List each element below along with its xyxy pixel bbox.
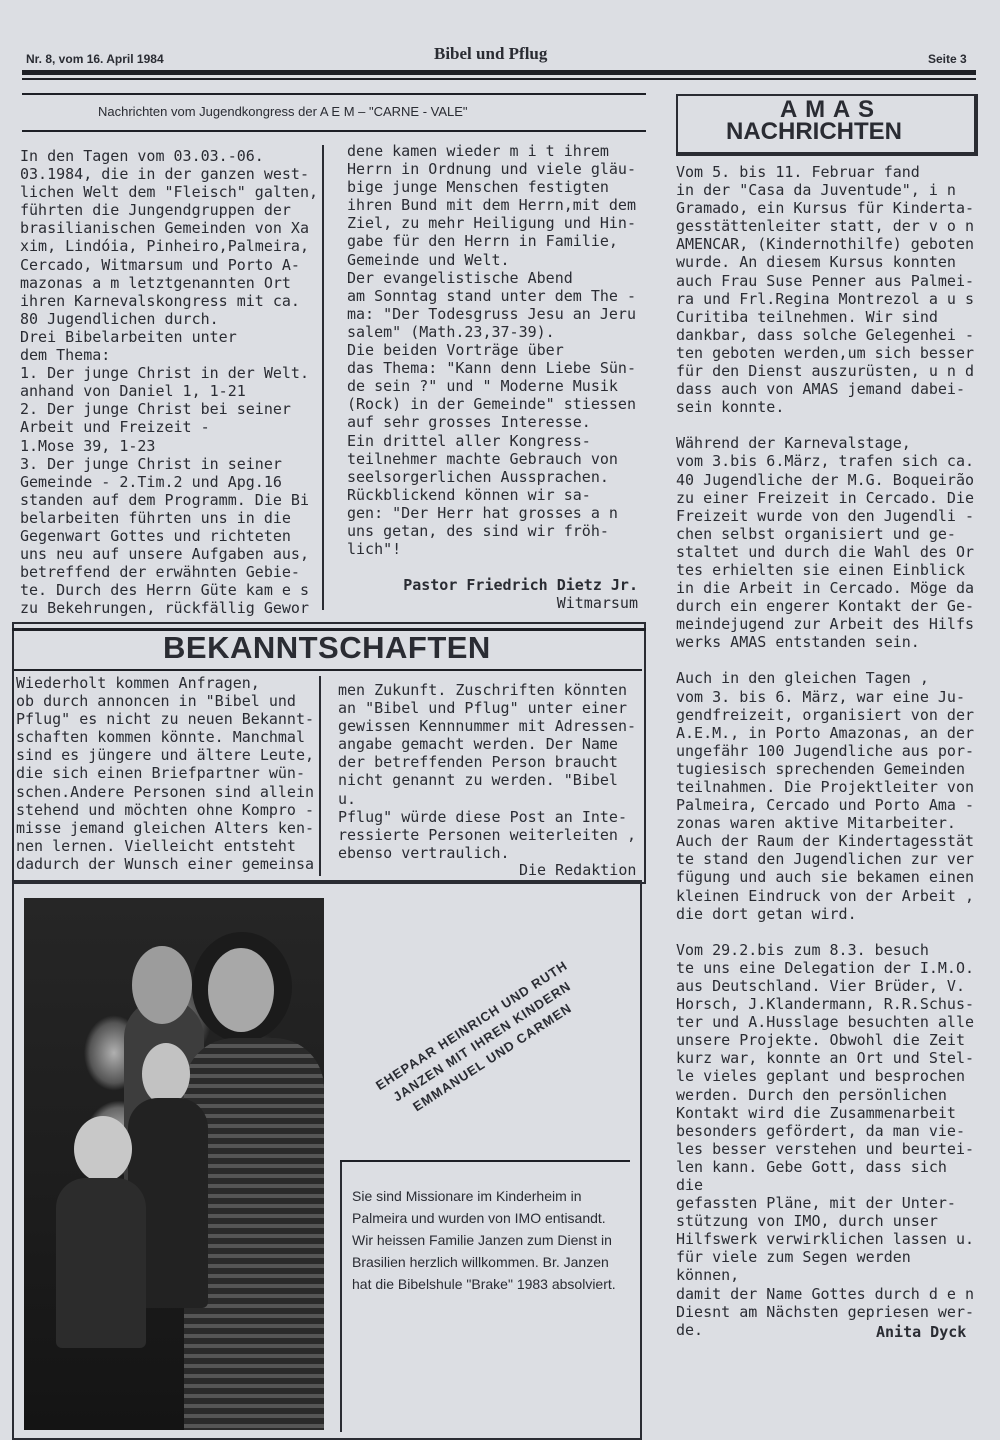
header-rule-thin bbox=[22, 78, 976, 80]
bekanntschaften-column-1 bbox=[16, 674, 316, 873]
page-number: Seite 3 bbox=[928, 52, 967, 66]
newspaper-title: Bibel und Pflug bbox=[434, 44, 548, 63]
paragraph: Während der Karnevalstage, vom 3.bis 6.März, trafen sich ca. 40 Jugendliche der M.G. Boqueirão zu einer Freizeit in Cercado. Die Freizeit wurde von den Jugendli - chen selbst organisiert und ge- staltet und durch die Wahl des Or tes erhielten sie einen Einblick in die Arbeit in Cercado. Möge da durch ein engerer Kontakt der Ge- meindejugend zur Arbeit des Hilfs werks AMAS entstanden sein. bbox=[676, 434, 975, 652]
paragraph: Auch in den gleichen Tagen , vom 3. bis 6. März, war eine Ju- gendfreizeit, organisiert von der A.E.M., in Porto Amazonas, an der ungefähr 100 Jugendliche aus por- tugiesisch sprechenden Gemeinden teilnahmen. Die Projektleiter von Palmeira, Cercado und Porto Ama - zonas waren aktive Mitarbeiter. Auch der Raum der Kindertagesstät te stand den Jugendlichen zur ver fügung und auch sie bekamen einen kleinen Eindruck von der Arbeit , die dort getan wird. bbox=[676, 669, 975, 923]
author-place: Witmarsum bbox=[556, 594, 638, 612]
article-column-2 bbox=[347, 142, 647, 558]
paragraph: Vom 29.2.bis zum 8.3. besuch te uns eine Delegation der I.M.O. aus Deutschland. Vier Brüder, V. Horsch, J.Klandermann, R.R.Schus- ter und A.Husslage besuchten alle unsere Projekte. Obwohl die Zeit kurz war, konnte an Ort und Stel- le vieles geplant und besprochen werden. Durch den persönlichen Kontakt wird die Zusammenarbeit besonders gefördert, da man vie- les besser verstehen und beurtei- len kann. Gebe Gott, dass sich die gefassten Pläne, mit der Unter- stützung von IMO, durch unser Hilfswerk verwirklichen lassen u. für viele zum Segen werden können, damit der Name Gottes durch d e n Diesnt am Nächsten gepriesen wer- de. bbox=[676, 940, 975, 1339]
amas-author: Anita Dyck bbox=[876, 1323, 967, 1341]
paragraph: men Zukunft. Zuschriften könnten an "Bibel und Pflug" unter einer gewissen Kennnummer mit Adressen- angabe gemacht werden. Der Name der betreffenden Person braucht nicht genannt zu werden. "Bibel u. Pflug" würde diese Post an Inte- ressierte Personen weiterleiten , ebenso vertraulich. bbox=[338, 681, 637, 862]
article-column-1 bbox=[20, 147, 320, 617]
paragraph: Ein drittel aller Kongress- teilnehmer machte Gebrauch von seelsorgerlichen Aussprachen. bbox=[347, 431, 618, 486]
caption-frame-left bbox=[340, 1162, 342, 1432]
rotated-photo-caption: EHEPAAR HEINRICH UND RUTH JANZEN MIT IHREN KINDERN EMMANUEL UND CARMEN bbox=[372, 957, 575, 1115]
column-divider bbox=[319, 676, 321, 876]
list-item: 3. Der junge Christ in seiner Gemeinde - 2.Tim.2 und Apg.16 standen auf dem Programm. Die Bi belarbeiten führten uns in die Gegenwart Gottes und richteten uns neu auf unsere Aufgaben aus, betreffend der erwähnten Gebie- te. Durch des Herrn Güte kam e s zu Bekehrungen, rückfällig Gewor bbox=[20, 454, 309, 618]
paragraph: Die beiden Vorträge über das Thema: "Kann denn Liebe Sün- de sein ?" und " Moderne Musik (Rock) in der Gemeinde" stiessen auf sehr grosses Interesse. bbox=[347, 341, 636, 432]
paragraph: Der evangelistische Abend am Sonntag stand unter dem The - ma: "Der Todesgruss Jesu an Jeru salem" (Math.23,37-39). bbox=[347, 268, 636, 341]
boy-body bbox=[56, 1178, 146, 1348]
header-rule-thick bbox=[22, 70, 976, 75]
paragraph: Wiederholt kommen Anfragen, ob durch annoncen in "Bibel und Pflug" es nicht zu neuen Bekannt- schaften kommen könnte. Manchmal sind es jüngere und ältere Leute, die sich einen Briefpartner wün- schen.Andere Personen sind allein stehend und möchten ohne Kompro - misse jemand gleichen Alters ken- nen lernen. Vielleicht entsteht dadurch der Wunsch einer gemeinsa bbox=[16, 674, 315, 873]
caption-frame-top bbox=[340, 1160, 630, 1162]
family-photo bbox=[24, 898, 324, 1430]
paragraph: In den Tagen vom 03.03.-06. 03.1984, die in der ganzen west- lichen Welt dem "Fleisch" galten, führten die Jungendgruppen der brasilianischen Gemeinden von Xa xim, Lindóia, Pinheiro,Palmeira, Cercado, Witmarsum und Porto A- mazonas a m letztgenannten Ort ihren Karnevalskongress mit ca. 80 Jugendlichen durch. bbox=[20, 147, 319, 328]
paragraph: Vom 5. bis 11. Februar fand in der "Casa da Juventude", i n Gramado, ein Kursus für Kinderta- gesstättenleiter statt, der v o n AMENCAR, (Kindernothilfe) geboten wurde. An diesem Kursus konnten auch Frau Suse Penner aus Palmei- ra und Frl.Regina Montrezol a u s Curitiba teilnehmen. Wir sind dankbar, dass solche Gelegenhei - ten geboten werden,um sich besser für den Dienst auszurüsten, u n d dass auch von AMAS jemand dabei- sein konnte. bbox=[676, 163, 975, 417]
boy-face bbox=[74, 1116, 132, 1182]
list-item: 1. Der junge Christ in der Welt. anhand von Daniel 1, 1-21 bbox=[20, 364, 309, 401]
column-divider bbox=[322, 145, 324, 610]
article-heading-rule bbox=[22, 130, 646, 132]
bekanntschaften-column-2 bbox=[338, 681, 638, 862]
issue-date: Nr. 8, vom 16. April 1984 bbox=[26, 52, 164, 66]
amas-heading: A M A S bbox=[780, 96, 875, 123]
editor-signature: Die Redaktion bbox=[519, 861, 637, 879]
paragraph: dene kamen wieder m i t ihrem Herrn in Ordnung und viele gläu- bige junge Menschen festigten ihren Bund mit dem Herrn,mit dem Ziel, zu mehr Heiligung und Hin- gabe für den Herrn in Familie, Gemeinde und Welt. bbox=[347, 142, 636, 269]
photo-caption: Sie sind Missionare im Kinderheim in Palmeira und wurden von IMO entisandt. Wir heissen Familie Janzen zum Dienst in Brasilien herzlich willkommen. Br. Janzen hat die Bibelshule "Brake" 1983 absolviert. bbox=[352, 1188, 616, 1292]
author-name: Pastor Friedrich Dietz Jr. bbox=[403, 576, 638, 594]
article-top-rule bbox=[22, 93, 646, 95]
paragraph: Drei Bibelarbeiten unter dem Thema: bbox=[20, 327, 237, 365]
list-item: 2. Der junge Christ bei seiner Arbeit und Freizeit - 1.Mose 39, 1-23 bbox=[20, 400, 291, 455]
paragraph: Rückblickend können wir sa- gen: "Der Herr hat grosses a n uns getan, des sind wir fröh- lich"! bbox=[347, 485, 618, 559]
amas-subheading: NACHRICHTEN bbox=[726, 118, 902, 145]
father-face bbox=[132, 946, 192, 1024]
amas-column bbox=[676, 163, 974, 1339]
girl-face bbox=[142, 1043, 190, 1105]
bekanntschaften-heading-rule bbox=[14, 669, 642, 671]
article-heading: Nachrichten vom Jugendkongress der A E M – "CARNE - VALE" bbox=[98, 104, 468, 119]
bekanntschaften-heading: BEKANNTSCHAFTEN bbox=[163, 630, 491, 665]
mother-face bbox=[208, 948, 274, 1032]
